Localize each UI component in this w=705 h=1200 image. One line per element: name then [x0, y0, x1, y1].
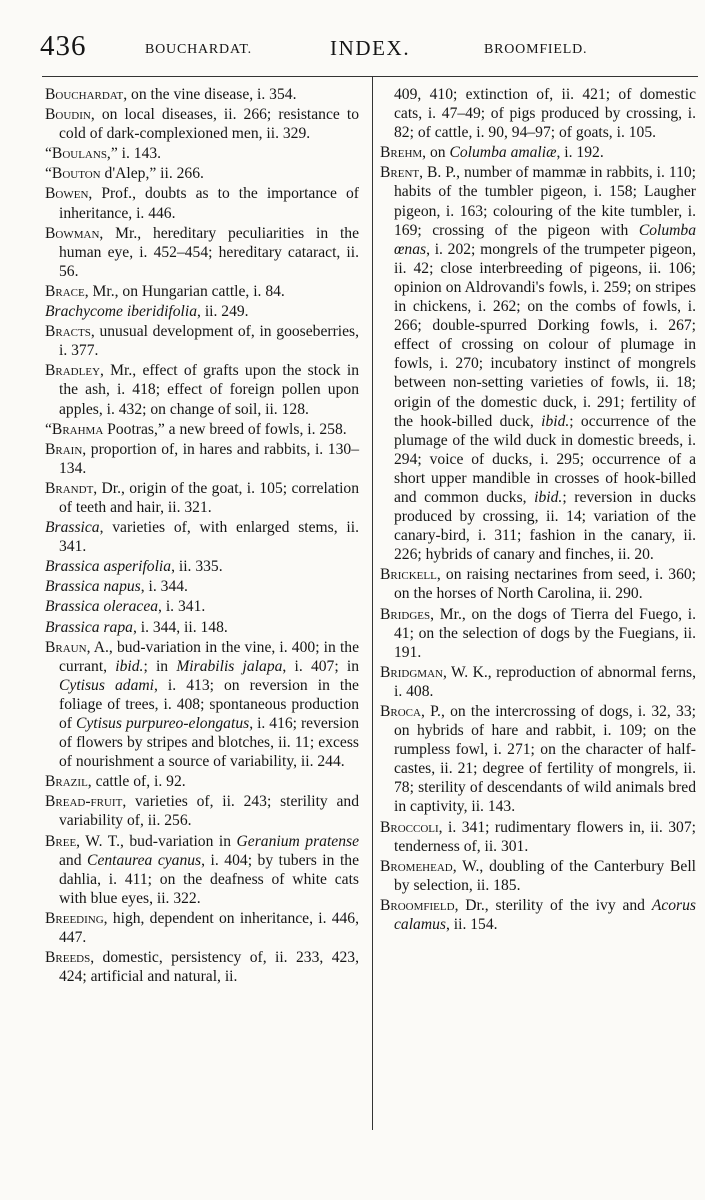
- index-entry: [45, 772, 359, 791]
- index-entry: [380, 818, 696, 856]
- entry-headword: “Brahma: [45, 420, 104, 438]
- entry-text: , i. 404; by tubers in the dahlia, i. 411; on the deafness of white cats with blue eyes, ii. 322.: [59, 851, 359, 907]
- column-divider: [372, 76, 373, 1130]
- entry-headword: Breeds,: [45, 949, 95, 967]
- entry-text: , ii. 154.: [445, 916, 498, 934]
- entry-text: W. K., reproduction of abnormal ferns, i. 408.: [394, 663, 696, 700]
- entry-italic-text: Centaurea cyanus: [87, 851, 202, 869]
- running-header: [40, 30, 700, 66]
- entry-text: varieties of, ii. 243; sterility and variability of, ii. 256.: [59, 793, 359, 830]
- right-column: [380, 85, 696, 935]
- entry-headword: Brent,: [380, 164, 424, 182]
- index-entry: [380, 702, 696, 817]
- entry-text: and: [59, 851, 88, 869]
- entry-text: Dr., origin of the goat, i. 105; correlation of teeth and hair, ii. 321.: [59, 479, 359, 516]
- index-entry: [380, 605, 696, 662]
- entry-headword: Bouchardat,: [45, 86, 128, 103]
- index-entry: [45, 948, 359, 986]
- entry-italic-text: Brassica: [45, 519, 100, 537]
- index-entry: [380, 896, 696, 934]
- entry-text: , ii. 335.: [171, 558, 223, 576]
- page-number: 436: [40, 30, 87, 62]
- entry-headword: Bowman,: [45, 224, 104, 242]
- entry-text: on the vine disease, i. 354.: [127, 86, 297, 103]
- entry-headword: Broca,: [380, 703, 425, 720]
- entry-text: 409, 410; extinction of, ii. 421; of domestic cats, i. 47–49; of pigs produced by crossing, i. 82; of cattle, i. 90, 94–97; of goats, i. 105.: [394, 86, 696, 142]
- index-entry: [45, 322, 359, 360]
- index-entry: [45, 164, 359, 183]
- entry-text: , i. 344, ii. 148.: [132, 618, 228, 636]
- entry-italic-text: ibid.: [541, 412, 570, 430]
- entry-text: , i. 413; on reversion in the foliage of trees, i. 408; spontaneous production of: [59, 676, 359, 732]
- index-entry: [45, 792, 359, 830]
- entry-text: , i. 416; reversion of flowers by stripes and blotches, ii. 11; excess of nourishment a source of variability, ii. 244.: [59, 715, 359, 771]
- index-entry: [380, 565, 696, 603]
- entry-headword: Bowen,: [45, 185, 93, 203]
- entry-headword: Bree,: [45, 832, 81, 850]
- entry-text: d'Alep,” ii. 266.: [100, 165, 204, 183]
- entry-italic-text: Cytisus adami: [59, 676, 154, 694]
- entry-text: Mr., effect of grafts upon the stock in the ash, i. 418; effect of foreign pollen upon apples, i. 432; on change of soil, ii. 128.: [59, 362, 359, 418]
- entry-headword: Bracts,: [45, 323, 95, 341]
- entry-text: ; occurrence of the plumage of the wild duck in domestic breeds, i. 294; voice of ducks, i. 295; occurrence of a short upper mandible in crosses of hook-billed and common ducks,: [394, 412, 696, 506]
- entry-headword: Brazil,: [45, 773, 92, 791]
- entry-headword: Boudin,: [45, 106, 95, 124]
- entry-italic-text: Columba amaliæ: [449, 144, 557, 162]
- entry-text: B. P., number of mammæ in rabbits, i. 110; habits of the tumbler pigeon, i. 158; Laugher pigeon, i. 163; colouring of the kite tumbler, i. 169; crossing of the pigeon with: [394, 164, 696, 239]
- entry-text: Mr., on the dogs of Tierra del Fuego, i. 41; on the selection of dogs by the Fuegians, ii. 191.: [394, 605, 696, 661]
- entry-headword: “Bouton: [45, 165, 101, 183]
- entry-text: A., bud-variation in the vine, i. 400; in the currant,: [59, 638, 359, 675]
- entry-headword: Breeding,: [45, 909, 108, 927]
- entry-text: i. 143.: [117, 145, 162, 163]
- index-entry: [45, 909, 359, 947]
- entry-text: ; reversion in ducks produced by crossing, ii. 14; variation of the canary-bird, i. 311; fashion in the canary, ii. 226; hybrids of canary and finches, ii. 20.: [394, 488, 697, 564]
- entry-text: , i. 202; mongrels of the trumpeter pigeon, ii. 42; close interbreeding of pigeons, ii. 106; opinion on Aldrovandi's fowls, i. 259; on stripes in chickens, i. 262; on the combs of fowls, i. 266; double-spurred Dorking fowls, i. 267; effect of crossing on colour of plumage in fowls, i. 270; incubatory instinct of mongrels between non-setting varieties of fowls, ii. 18; origin of the domestic duck, i. 291; fertility of the hook-billed duck,: [394, 240, 696, 430]
- header-first-entry: BOUCHARDAT.: [145, 42, 252, 57]
- index-entry: [45, 144, 359, 163]
- entry-headword: Broccoli,: [380, 818, 443, 836]
- entry-text: , i. 344.: [140, 578, 188, 596]
- entry-headword: “Boulans,”: [45, 145, 118, 163]
- entry-italic-text: Cytisus purpureo-elongatus: [75, 715, 250, 732]
- header-last-entry: BROOMFIELD.: [484, 42, 588, 57]
- entry-text: , i. 407; in: [282, 657, 360, 675]
- index-entry: [45, 105, 359, 143]
- entry-text: i. 341; rudimentary flowers in, ii. 307; tenderness of, ii. 301.: [394, 818, 696, 855]
- entry-italic-text: Geranium pratense: [236, 832, 359, 850]
- entry-italic-text: ibid.: [534, 488, 563, 506]
- entry-text: Dr., sterility of the ivy and: [458, 896, 652, 914]
- index-entry: [380, 857, 696, 895]
- index-entry: [45, 440, 359, 478]
- index-entry: [45, 282, 359, 301]
- entry-headword: Brandt,: [45, 479, 98, 497]
- entry-text: ; in: [143, 657, 177, 675]
- left-column: [45, 85, 359, 987]
- entry-italic-text: Brassica rapa: [45, 618, 133, 636]
- index-entry: [45, 638, 359, 772]
- index-entry: [380, 143, 696, 162]
- index-entry: [45, 420, 359, 439]
- entry-italic-text: Brassica asperifolia: [45, 558, 172, 576]
- index-entry: [45, 597, 359, 616]
- entry-italic-text: Brassica napus: [45, 578, 141, 596]
- entry-text: high, dependent on inheritance, i. 446, 447.: [59, 909, 359, 947]
- entry-headword: Bridgman,: [380, 663, 447, 681]
- entry-text: , ii. 249.: [197, 303, 249, 321]
- index-entry: [45, 224, 359, 281]
- entry-text: unusual development of, in gooseberries, i. 377.: [59, 323, 359, 360]
- index-entry: [380, 85, 696, 142]
- index-entry: [45, 518, 359, 556]
- index-entry: [45, 479, 359, 517]
- entry-text: Mr., hereditary peculiarities in the human eye, i. 452–454; hereditary cataract, ii. 56.: [59, 224, 359, 280]
- entry-headword: Bromehead,: [380, 857, 457, 875]
- entry-text: on local diseases, ii. 266; resistance to cold of dark-complexioned men, ii. 329.: [59, 106, 359, 143]
- entry-text: Prof., doubts as to the importance of inheritance, i. 446.: [59, 185, 359, 222]
- entry-headword: Brickell,: [380, 566, 441, 584]
- entry-headword: Braun,: [45, 638, 91, 656]
- entry-text: domestic, persistency of, ii. 233, 423, 424; artificial and natural, ii.: [59, 949, 359, 986]
- index-entry: [45, 618, 359, 637]
- index-entry: [45, 832, 359, 908]
- entry-text: P., on the intercrossing of dogs, i. 32, 33; on hybrids of hare and rabbit, i. 109; on the rumpless fowl, i. 271; on the character of half-castes, ii. 21; degree of fertility of mongrels, ii. 78; sterility of descendants of wild animals bred in captivity, ii. 143.: [394, 703, 696, 816]
- entry-italic-text: Acorus calamus: [394, 896, 696, 934]
- entry-text: Mr., on Hungarian cattle, i. 84.: [88, 282, 285, 300]
- entry-text: W. T., bud-variation in: [80, 832, 237, 850]
- entry-text: on: [426, 144, 450, 162]
- header-rule: [42, 76, 698, 77]
- entry-text: W., doubling of the Canterbury Bell by selection, ii. 185.: [394, 857, 696, 894]
- entry-headword: Bradley,: [45, 362, 104, 380]
- entry-text: cattle of, i. 92.: [91, 773, 186, 791]
- header-title: INDEX.: [330, 36, 411, 60]
- entry-text: , i. 192.: [556, 144, 604, 162]
- index-entry: [380, 163, 696, 564]
- index-entry: [45, 557, 359, 576]
- entry-italic-text: Brachycome iberidifolia: [45, 303, 198, 321]
- entry-text: proportion of, in hares and rabbits, i. 130–134.: [59, 440, 359, 477]
- entry-italic-text: Columba œnas: [394, 221, 696, 258]
- entry-italic-text: Mirabilis jalapa: [176, 657, 283, 675]
- index-entry: [45, 184, 359, 222]
- index-entry: [45, 361, 359, 418]
- entry-italic-text: ibid.: [115, 657, 144, 675]
- index-entry: [380, 663, 696, 701]
- index-entry: [45, 577, 359, 596]
- entry-headword: Bread-fruit,: [45, 793, 127, 811]
- entry-text: , i. 341.: [158, 598, 206, 616]
- entry-headword: Brehm,: [380, 144, 427, 162]
- entry-text: , varieties of, with enlarged stems, ii. 341.: [59, 519, 359, 556]
- entry-italic-text: Brassica oleracea: [45, 598, 159, 616]
- entry-headword: Bridges,: [380, 605, 435, 623]
- entry-headword: Brace,: [45, 282, 89, 300]
- entry-headword: Broomfield,: [380, 896, 459, 914]
- index-entry: [45, 302, 359, 321]
- entry-headword: Brain,: [45, 440, 87, 458]
- entry-text: Pootras,” a new breed of fowls, i. 258.: [103, 420, 347, 438]
- index-entry: [45, 85, 359, 104]
- entry-text: on raising nectarines from seed, i. 360; on the horses of North Carolina, ii. 290.: [394, 566, 696, 603]
